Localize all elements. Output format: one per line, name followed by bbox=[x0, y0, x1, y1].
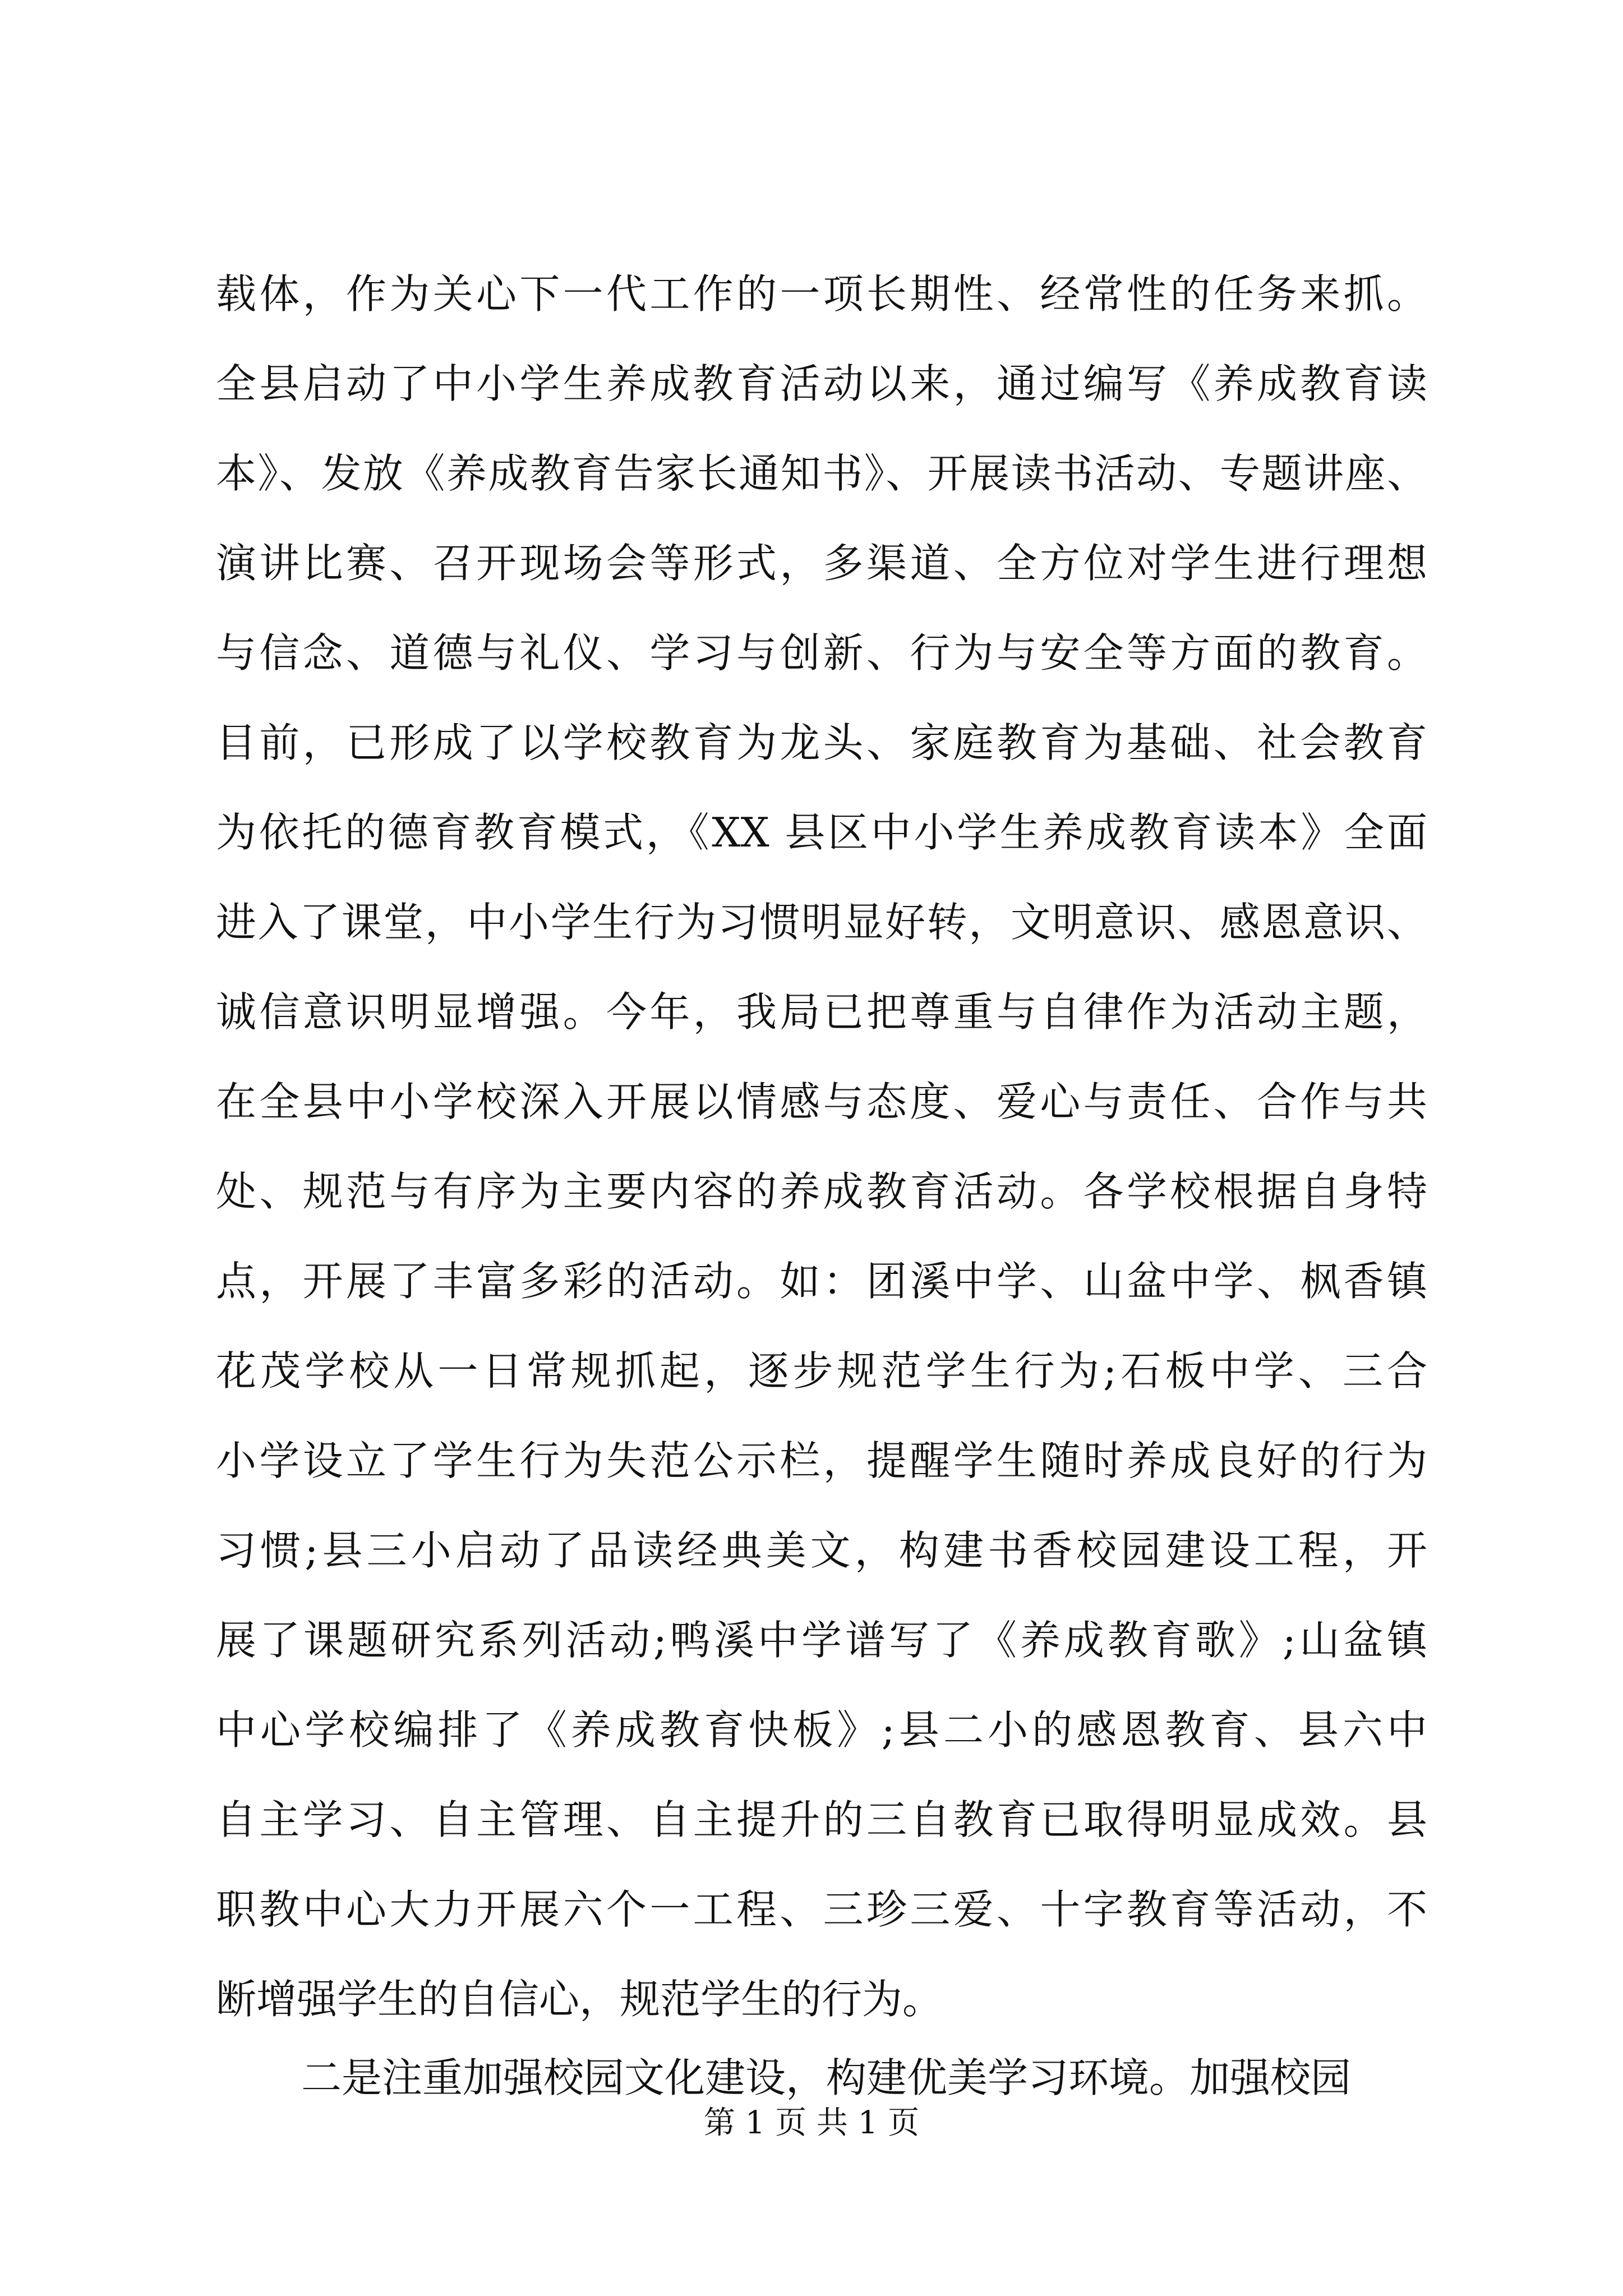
text-line: 职教中心大力开展六个一工程、三珍三爱、十字教育等活动，不 bbox=[216, 1886, 1427, 1933]
text-line: 本》、发放《养成教育告家长通知书》、开展读书活动、专题讲座、 bbox=[216, 450, 1427, 497]
text-line: 目前，已形成了以学校教育为龙头、家庭教育为基础、社会教育 bbox=[216, 719, 1427, 766]
text-line: 断增强学生的自信心，规范学生的行为。 bbox=[216, 1976, 943, 2023]
page-footer: 第 1 页 共 1 页 bbox=[703, 2105, 920, 2141]
text-line: 诚信意识明显增强。今年，我局已把尊重与自律作为活动主题， bbox=[216, 988, 1427, 1036]
text-line: 中心学校编排了《养成教育快板》;县二小的感恩教育、县六中 bbox=[216, 1706, 1427, 1754]
text-line: 为依托的德育教育模式，《XX 县区中小学生养成教育读本》全面 bbox=[216, 809, 1427, 856]
text-line-indented: 二是注重加强校园文化建设，构建优美学习环境。加强校园 bbox=[301, 2054, 1352, 2101]
text-line: 在全县中小学校深入开展以情感与态度、爱心与责任、合作与共 bbox=[216, 1078, 1427, 1125]
text-line: 小学设立了学生行为失范公示栏，提醒学生随时养成良好的行为 bbox=[216, 1437, 1427, 1484]
text-line: 进入了课堂，中小学生行为习惯明显好转，文明意识、感恩意识、 bbox=[216, 899, 1427, 946]
text-line: 花茂学校从一日常规抓起，逐步规范学生行为;石板中学、三合 bbox=[216, 1347, 1427, 1395]
text-line: 点，开展了丰富多彩的活动。如：团溪中学、山盆中学、枫香镇 bbox=[216, 1258, 1427, 1305]
text-line: 全县启动了中小学生养成教育活动以来，通过编写《养成教育读 bbox=[216, 360, 1427, 407]
text-line: 演讲比赛、召开现场会等形式，多渠道、全方位对学生进行理想 bbox=[216, 540, 1427, 587]
text-line: 展了课题研究系列活动;鸭溪中学谱写了《养成教育歌》;山盆镇 bbox=[216, 1617, 1427, 1664]
text-line: 自主学习、自主管理、自主提升的三自教育已取得明显成效。县 bbox=[216, 1796, 1427, 1843]
text-line: 习惯;县三小启动了品读经典美文，构建书香校园建设工程，开 bbox=[216, 1527, 1427, 1574]
text-line: 处、规范与有序为主要内容的养成教育活动。各学校根据自身特 bbox=[216, 1168, 1427, 1215]
text-line: 载体，作为关心下一代工作的一项长期性、经常性的任务来抓。 bbox=[216, 270, 1427, 318]
text-line: 与信念、道德与礼仪、学习与创新、行为与安全等方面的教育。 bbox=[216, 629, 1427, 677]
